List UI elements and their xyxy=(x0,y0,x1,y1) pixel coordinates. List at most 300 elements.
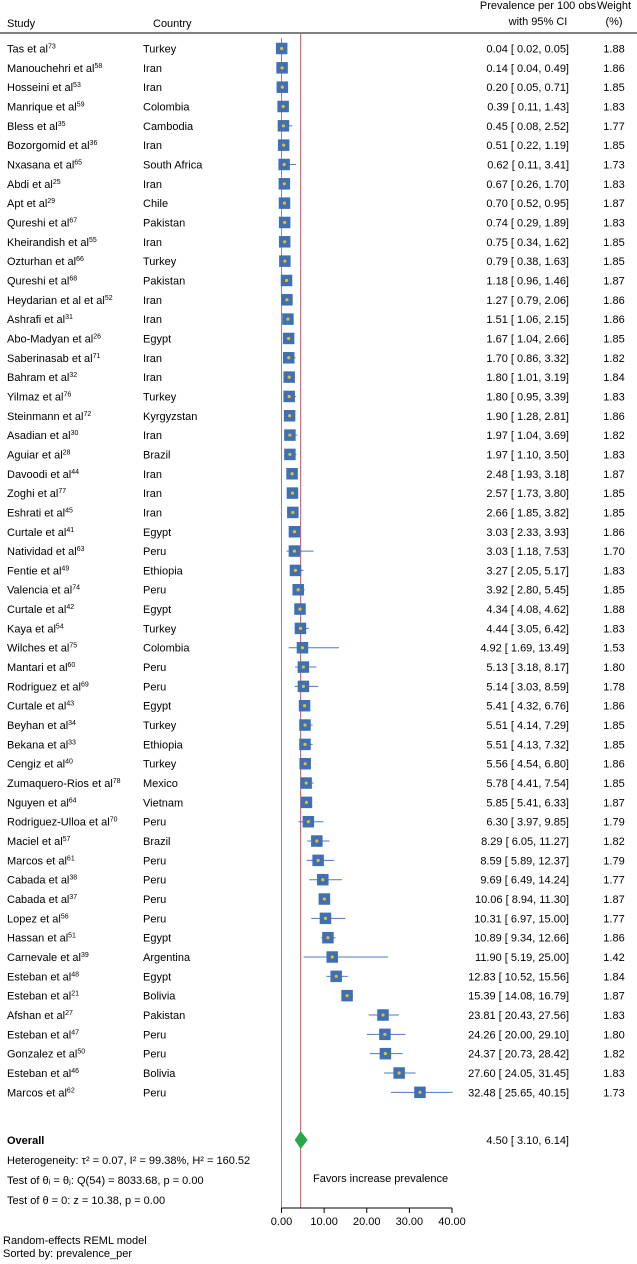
study-country: Colombia xyxy=(143,101,190,114)
point-estimate xyxy=(315,839,318,842)
study-ref: 58 xyxy=(94,62,103,70)
study-name: Kheirandish et $al^{55}$ xyxy=(7,236,97,249)
point-estimate xyxy=(305,781,308,784)
effect-text: 0.75 [ 0.34, 1.62] xyxy=(486,236,569,249)
study-row xyxy=(7,661,625,674)
study-row xyxy=(7,719,625,732)
effect-text: 5.13 [ 3.18, 8.17] xyxy=(486,662,569,675)
effect-text: 0.39 [ 0.11, 1.43] xyxy=(487,101,569,114)
weight-text: 1.87 xyxy=(603,797,625,810)
point-estimate xyxy=(305,801,308,804)
study-country: Peru xyxy=(143,894,167,907)
overall-label: Overall xyxy=(7,1135,45,1147)
study-ref: 63 xyxy=(76,546,85,554)
study-ref: 61 xyxy=(66,855,75,863)
point-estimate xyxy=(282,124,285,127)
effect-text: 1.70 [ 0.86, 3.32] xyxy=(486,352,569,365)
study-name: Hosseini et $al^{53}$ xyxy=(7,82,81,95)
study-row xyxy=(7,932,625,945)
effect-text: 10.89 [ 9.34, 12.66] xyxy=(474,932,569,945)
effect-text: 4.44 [ 3.05, 6.42] xyxy=(486,623,569,636)
point-estimate xyxy=(283,260,286,263)
weight-text: 1.87 xyxy=(603,275,625,288)
effect-text: 5.56 [ 4.54, 6.80] xyxy=(486,758,569,771)
study-row xyxy=(7,565,625,578)
study-name: Mantari et $al^{60}$ xyxy=(7,662,76,675)
point-estimate xyxy=(381,1013,384,1016)
study-row xyxy=(7,739,625,752)
study-country: Iran xyxy=(143,140,162,153)
study-ref: 71 xyxy=(92,352,101,360)
study-ref: 54 xyxy=(55,623,64,631)
study-ref: 78 xyxy=(112,778,121,786)
study-row xyxy=(7,449,625,462)
study-ref: 53 xyxy=(73,82,81,90)
weight-text: 1.42 xyxy=(603,952,625,965)
study-country: Egypt xyxy=(143,971,172,984)
study-row xyxy=(7,913,625,926)
point-estimate xyxy=(384,1052,387,1055)
study-row xyxy=(7,352,625,365)
study-country: Colombia xyxy=(143,642,190,655)
point-estimate xyxy=(286,318,289,321)
study-country: Pakistan xyxy=(143,217,186,230)
study-row xyxy=(7,236,625,249)
study-ref: 32 xyxy=(69,372,78,380)
weight-text: 1.85 xyxy=(603,236,625,249)
effect-text: 0.79 [ 0.38, 1.63] xyxy=(486,256,569,269)
study-row xyxy=(7,758,625,771)
zero-test-text: Test of θ = 0: z = 10.38, p = 0.00 xyxy=(7,1195,166,1207)
study-country: Iran xyxy=(143,178,162,191)
study-row xyxy=(7,990,625,1003)
study-ref: 30 xyxy=(70,430,79,438)
point-estimate xyxy=(283,182,286,185)
overall-diamond xyxy=(295,1131,308,1149)
study-row xyxy=(7,1048,625,1061)
study-country: Egypt xyxy=(143,333,172,346)
weight-text: 1.70 xyxy=(603,546,625,559)
study-name: Ozturhan et $al^{66}$ xyxy=(7,256,84,269)
effect-text: 0.20 [ 0.05, 0.71] xyxy=(486,82,569,95)
weight-text: 1.77 xyxy=(603,913,625,926)
weight-text: 1.87 xyxy=(603,894,625,907)
study-row xyxy=(7,159,625,172)
effect-text: 15.39 [ 14.08, 16.79] xyxy=(468,990,569,1003)
study-country: Cambodia xyxy=(143,120,194,133)
weight-text: 1.80 xyxy=(603,662,625,675)
study-name: Manouchehri et $al^{58}$ xyxy=(7,62,103,75)
point-estimate xyxy=(293,549,296,552)
study-country: Iran xyxy=(143,430,162,443)
study-country: Turkey xyxy=(143,43,177,56)
study-country: Iran xyxy=(143,294,162,307)
weight-text: 1.85 xyxy=(603,584,625,597)
effect-text: 1.27 [ 0.79, 2.06] xyxy=(486,294,569,307)
study-ref: 77 xyxy=(58,488,67,496)
study-country: South Africa xyxy=(143,159,203,172)
study-name: Abdi et $al^{25}$ xyxy=(7,178,61,191)
study-name: Curtale et $al^{42}$ xyxy=(7,604,75,617)
study-ref: 55 xyxy=(88,236,97,244)
study-country: Turkey xyxy=(143,720,177,733)
point-estimate xyxy=(285,298,288,301)
study-name: Lopez et $al^{56}$ xyxy=(7,913,69,926)
study-row xyxy=(7,584,625,597)
study-row xyxy=(7,874,625,887)
study-ref: 42 xyxy=(66,604,75,612)
study-row xyxy=(7,1029,625,1042)
weight-text: 1.87 xyxy=(603,990,625,1003)
study-ref: 57 xyxy=(62,836,71,844)
header-effect-line1: Prevalence per 100 obs xyxy=(479,0,597,12)
weight-text: 1.85 xyxy=(603,333,625,346)
effect-text: 1.97 [ 1.04, 3.69] xyxy=(486,430,569,443)
point-estimate xyxy=(302,665,305,668)
effect-text: 5.85 [ 5.41, 6.33] xyxy=(486,797,569,810)
x-tick-label: 40.00 xyxy=(438,1216,466,1228)
study-ref: 26 xyxy=(93,333,102,341)
study-ref: 52 xyxy=(104,294,113,302)
study-country: Peru xyxy=(143,1029,167,1042)
weight-text: 1.79 xyxy=(603,855,625,868)
study-name: Ashrafi et $al^{31}$ xyxy=(7,314,73,327)
weight-text: 1.73 xyxy=(603,159,625,172)
study-row xyxy=(7,217,625,230)
study-ref: 69 xyxy=(81,681,89,689)
header-country: Country xyxy=(153,18,192,30)
study-row xyxy=(7,139,625,152)
study-country: Iran xyxy=(143,468,162,481)
study-name: Curtale et $al^{41}$ xyxy=(7,526,75,539)
study-country: Egypt xyxy=(143,932,172,945)
study-row xyxy=(7,62,625,75)
effect-text: 11.90 [ 5.19, 25.00] xyxy=(475,952,569,965)
weight-text: 1.83 xyxy=(603,623,625,636)
effect-text: 2.66 [ 1.85, 3.82] xyxy=(486,507,569,520)
study-row xyxy=(7,507,625,520)
study-country: Ethiopia xyxy=(143,565,183,578)
study-name: Esteban et $al^{47}$ xyxy=(7,1029,80,1042)
header-study: Study xyxy=(7,18,36,30)
study-row xyxy=(7,681,625,694)
effect-text: 24.37 [ 20.73, 28.42] xyxy=(468,1048,569,1061)
effect-text: 8.59 [ 5.89, 12.37] xyxy=(480,855,569,868)
study-row xyxy=(7,835,625,848)
point-estimate xyxy=(288,414,291,417)
weight-text: 1.82 xyxy=(603,836,625,849)
weight-text: 1.86 xyxy=(603,62,625,75)
effect-text: 1.90 [ 1.28, 2.81] xyxy=(486,410,569,423)
point-estimate xyxy=(293,530,296,533)
study-ref: 59 xyxy=(76,101,85,109)
point-estimate xyxy=(345,994,348,997)
study-row xyxy=(7,951,625,964)
study-country: Iran xyxy=(143,488,162,501)
point-estimate xyxy=(301,646,304,649)
study-country: Iran xyxy=(143,507,162,520)
study-country: Iran xyxy=(143,82,162,95)
weight-text: 1.85 xyxy=(603,507,625,520)
study-name: Yilmaz et $al^{76}$ xyxy=(7,391,72,404)
study-name: Fentie et $al^{49}$ xyxy=(7,565,70,578)
study-name: Qureshi et $al^{68}$ xyxy=(7,275,78,288)
study-name: Abo-Madyan et $al^{26}$ xyxy=(7,333,102,346)
study-row xyxy=(7,855,625,868)
study-name: Steinmann et $al^{72}$ xyxy=(7,410,92,423)
effect-text: 1.67 [ 1.04, 2.66] xyxy=(486,333,569,346)
study-ref: 62 xyxy=(66,1087,75,1095)
header-weight-line1: Weight xyxy=(596,0,632,12)
weight-text: 1.86 xyxy=(603,526,625,539)
study-name: Davoodi et $al^{44}$ xyxy=(7,468,80,481)
overall-estimate-text: 4.50 [ 3.10, 6.14] xyxy=(486,1135,569,1147)
study-ref: 60 xyxy=(67,662,76,670)
study-row xyxy=(7,545,625,558)
study-country: Peru xyxy=(143,1087,167,1100)
study-country: Turkey xyxy=(143,391,177,404)
study-name: Hassan et $al^{51}$ xyxy=(7,932,76,945)
study-ref: 68 xyxy=(69,275,78,283)
study-ref: 25 xyxy=(52,178,61,186)
study-ref: 75 xyxy=(69,642,78,650)
point-estimate xyxy=(383,1033,386,1036)
effect-text: 2.57 [ 1.73, 3.80] xyxy=(486,488,569,501)
study-name: Tas et $al^{73}$ xyxy=(7,43,56,56)
weight-text: 1.83 xyxy=(603,565,625,578)
study-row xyxy=(7,642,625,655)
point-estimate xyxy=(290,472,293,475)
study-country: Turkey xyxy=(143,758,177,771)
study-ref: 74 xyxy=(72,584,81,592)
study-name: Asadian et $al^{30}$ xyxy=(7,430,79,443)
point-estimate xyxy=(288,376,291,379)
study-country: Peru xyxy=(143,874,167,887)
effect-text: 6.30 [ 3.97, 9.85] xyxy=(486,816,569,829)
point-estimate xyxy=(294,569,297,572)
study-row xyxy=(7,816,625,829)
study-country: Iran xyxy=(143,62,162,75)
study-row xyxy=(7,43,625,56)
study-name: Esteban et $al^{21}$ xyxy=(7,990,80,1003)
weight-text: 1.84 xyxy=(603,372,625,385)
point-estimate xyxy=(282,144,285,147)
study-name: Gonzalez et $al^{50}$ xyxy=(7,1048,86,1061)
study-row xyxy=(7,294,625,307)
weight-text: 1.83 xyxy=(603,178,625,191)
study-country: Peru xyxy=(143,662,167,675)
effect-text: 9.69 [ 6.49, 14.24] xyxy=(480,874,569,887)
study-country: Bolivia xyxy=(143,990,176,1003)
study-row xyxy=(7,1067,625,1080)
effect-text: 3.03 [ 1.18, 7.53] xyxy=(486,546,569,559)
study-ref: 38 xyxy=(69,874,78,882)
study-row xyxy=(7,371,625,384)
point-estimate xyxy=(324,917,327,920)
effect-text: 5.41 [ 4.32, 6.76] xyxy=(486,700,569,713)
study-country: Turkey xyxy=(143,623,177,636)
effect-text: 0.62 [ 0.11, 3.41] xyxy=(487,159,569,172)
study-name: Kaya et $al^{54}$ xyxy=(7,623,64,636)
effect-text: 12.83 [ 10.52, 15.56] xyxy=(468,971,569,984)
point-estimate xyxy=(299,627,302,630)
study-row xyxy=(7,313,625,326)
weight-text: 1.77 xyxy=(603,120,625,133)
study-country: Iran xyxy=(143,236,162,249)
study-country: Peru xyxy=(143,855,167,868)
study-ref: 43 xyxy=(66,700,75,708)
weight-text: 1.53 xyxy=(603,642,625,655)
point-estimate xyxy=(281,86,284,89)
effect-text: 23.81 [ 20.43, 27.56] xyxy=(468,1010,569,1022)
effect-text: 0.67 [ 0.26, 1.70] xyxy=(486,178,569,191)
footnote-sorted: Sorted by: prevalence_per xyxy=(3,1248,133,1260)
study-row xyxy=(7,391,625,404)
point-estimate xyxy=(302,685,305,688)
study-country: Peru xyxy=(143,584,167,597)
effect-text: 1.97 [ 1.10, 3.50] xyxy=(486,449,569,462)
study-ref: 66 xyxy=(76,256,84,264)
x-tick-label: 10.00 xyxy=(310,1216,338,1228)
point-estimate xyxy=(291,511,294,514)
study-ref: 34 xyxy=(68,720,76,728)
favors-label: Favors increase prevalence xyxy=(313,1173,449,1185)
point-estimate xyxy=(335,975,338,978)
x-tick-label: 30.00 xyxy=(395,1216,424,1228)
study-country: Mexico xyxy=(143,778,178,791)
point-estimate xyxy=(303,743,306,746)
study-name: Cengiz et $al^{40}$ xyxy=(7,758,73,771)
point-estimate xyxy=(398,1071,401,1074)
study-ref: 41 xyxy=(66,526,75,534)
study-row xyxy=(7,255,625,268)
study-ref: 46 xyxy=(71,1067,80,1075)
study-row xyxy=(7,101,625,114)
study-country: Iran xyxy=(143,352,162,365)
study-name: Nguyen et $al^{64}$ xyxy=(7,797,77,810)
study-row xyxy=(7,893,625,906)
weight-text: 1.87 xyxy=(603,468,625,481)
weight-text: 1.82 xyxy=(603,1048,625,1061)
study-name: Bozorgomid et $al^{36}$ xyxy=(7,140,98,153)
weight-text: 1.83 xyxy=(603,217,625,230)
study-row xyxy=(7,410,625,423)
study-row xyxy=(7,971,625,984)
weight-text: 1.88 xyxy=(603,43,625,56)
study-ref: 67 xyxy=(69,217,78,225)
weight-text: 1.77 xyxy=(603,874,625,887)
study-ref: 36 xyxy=(89,140,98,148)
weight-text: 1.85 xyxy=(603,256,625,269)
weight-text: 1.83 xyxy=(603,391,625,404)
weight-text: 1.86 xyxy=(603,410,625,423)
effect-text: 10.31 [ 6.97, 15.00] xyxy=(474,913,569,926)
study-name: Aguiar et $al^{28}$ xyxy=(7,449,71,462)
study-ref: 70 xyxy=(109,816,118,824)
effect-text: 0.74 [ 0.29, 1.89] xyxy=(486,217,569,230)
point-estimate xyxy=(303,704,306,707)
effect-text: 5.78 [ 4.41, 7.54] xyxy=(486,778,569,791)
effect-text: 0.14 [ 0.04, 0.49] xyxy=(486,62,569,75)
study-country: Egypt xyxy=(143,700,172,713)
study-name: Zoghi et $al^{77}$ xyxy=(7,488,67,501)
study-name: Bahram et $al^{32}$ xyxy=(7,372,78,385)
weight-text: 1.80 xyxy=(603,1029,625,1042)
weight-text: 1.85 xyxy=(603,488,625,501)
study-ref: 56 xyxy=(60,913,69,921)
study-name: Rodriguez-Ulloa et $al^{70}$ xyxy=(7,816,118,829)
weight-text: 1.82 xyxy=(603,430,625,443)
study-ref: 39 xyxy=(81,952,89,960)
weight-text: 1.86 xyxy=(603,314,625,327)
effect-text: 0.51 [ 0.22, 1.19] xyxy=(486,140,569,153)
weight-text: 1.85 xyxy=(603,778,625,791)
study-ref: 50 xyxy=(77,1048,86,1056)
footnote-model: Random-effects REML model xyxy=(3,1235,147,1247)
point-estimate xyxy=(297,588,300,591)
study-country: Turkey xyxy=(143,256,177,269)
study-name: Bless et $al^{35}$ xyxy=(7,120,66,133)
study-ref: 28 xyxy=(62,449,71,457)
study-name: Wilches et $al^{75}$ xyxy=(7,642,78,655)
study-ref: 64 xyxy=(68,797,77,805)
study-row xyxy=(7,1087,625,1100)
effect-text: 1.51 [ 1.06, 2.15] xyxy=(486,314,569,327)
study-name: Eshrati et $al^{45}$ xyxy=(7,507,73,520)
weight-text: 1.86 xyxy=(603,700,625,713)
study-row xyxy=(7,700,625,713)
point-estimate xyxy=(283,221,286,224)
study-ref: 73 xyxy=(47,43,56,51)
study-row xyxy=(7,797,625,810)
study-row xyxy=(7,623,625,636)
study-ref: 76 xyxy=(63,391,72,399)
study-name: Qureshi et $al^{67}$ xyxy=(7,217,78,230)
study-country: Peru xyxy=(143,913,167,926)
effect-text: 4.92 [ 1.69, 13.49] xyxy=(480,642,569,655)
weight-text: 1.88 xyxy=(603,604,625,617)
study-country: Ethiopia xyxy=(143,739,183,752)
weight-text: 1.83 xyxy=(603,1010,625,1022)
point-estimate xyxy=(326,936,329,939)
effect-text: 10.06 [ 8.94, 11.30] xyxy=(475,894,569,907)
study-ref: 45 xyxy=(65,507,73,515)
weight-text: 1.82 xyxy=(603,352,625,365)
study-country: Chile xyxy=(143,198,169,211)
study-country: Iran xyxy=(143,314,162,327)
study-ref: 65 xyxy=(74,159,83,167)
study-name: Rodriguez et $al^{69}$ xyxy=(7,681,89,694)
study-ref: 27 xyxy=(65,1010,73,1017)
effect-text: 8.29 [ 6.05, 11.27] xyxy=(481,836,569,849)
effect-text: 0.04 [ 0.02, 0.05] xyxy=(486,43,569,56)
study-name: Esteban et $al^{48}$ xyxy=(7,971,80,984)
point-estimate xyxy=(282,105,285,108)
study-name: Bekana et $al^{33}$ xyxy=(7,739,76,752)
study-country: Peru xyxy=(143,1048,167,1061)
study-name: Marcos et $al^{62}$ xyxy=(7,1087,75,1100)
study-ref: 29 xyxy=(47,198,56,206)
point-estimate xyxy=(283,240,286,243)
study-country: Peru xyxy=(143,816,167,829)
weight-text: 1.78 xyxy=(603,681,625,694)
point-estimate xyxy=(331,955,334,958)
study-name: Beyhan et $al^{34}$ xyxy=(7,720,76,733)
study-row xyxy=(7,197,625,210)
study-country: Pakistan xyxy=(143,1010,186,1022)
point-estimate xyxy=(288,395,291,398)
study-name: Nxasana et $al^{65}$ xyxy=(7,159,83,172)
